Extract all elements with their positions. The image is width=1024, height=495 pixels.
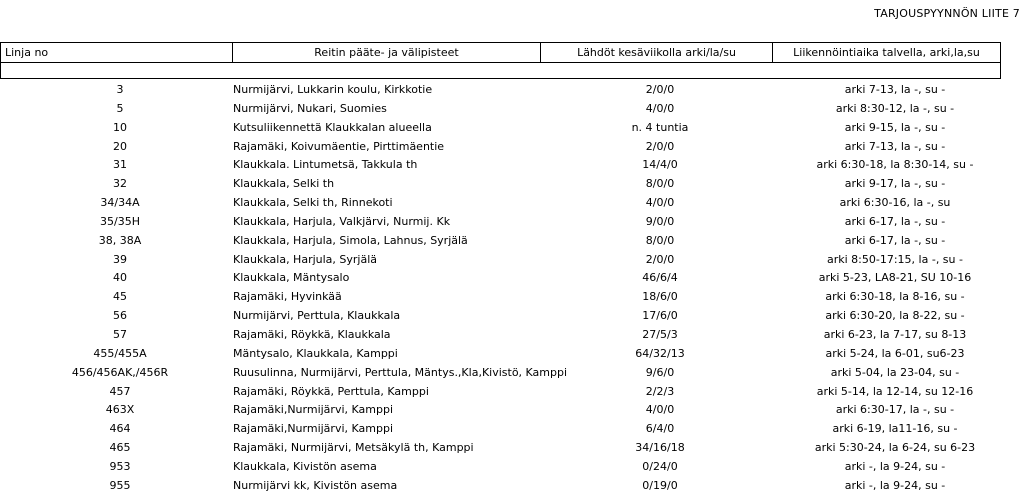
cell-lahdot: 6/4/0 [645,422,675,436]
table-row [0,99,1024,118]
table-row [0,155,1024,174]
cell-reitti: Klaukkala, Harjula, Valkjärvi, Nurmij. Kk [233,214,451,228]
cell-linja: 5 [116,101,124,115]
cell-lahdot: 4/0/0 [645,101,675,115]
cell-linja: 31 [113,158,127,172]
cell-lahdot: 2/2/3 [645,384,675,398]
cell-aika: arki 5-04, la 23-04, su - [830,365,960,379]
cell-aika: arki 5-24, la 6-01, su6-23 [825,346,965,360]
cell-aika: arki 5-14, la 12-14, su 12-16 [816,384,974,398]
cell-linja: 20 [113,139,127,153]
cell-reitti: Rajamäki, Nurmijärvi, Metsäkylä th, Kamppi [233,441,474,455]
cell-lahdot: 27/5/3 [642,327,678,341]
cell-linja: 456/456AK,/456R [71,365,169,379]
cell-linja: 955 [109,478,131,492]
cell-lahdot: 4/0/0 [645,403,675,417]
table-row [0,193,1024,212]
cell-lahdot: 2/0/0 [645,252,675,266]
cell-linja: 34/34A [100,196,140,210]
cell-reitti: Rajamäki,Nurmijärvi, Kamppi [233,422,393,436]
cell-lahdot: 64/32/13 [635,346,685,360]
cell-reitti: Rajamäki, Röykkä, Klaukkala [233,327,391,341]
cell-aika: arki 9-15, la -, su - [844,120,946,134]
cell-lahdot: 46/6/4 [642,271,678,285]
table-row [0,306,1024,325]
table-row [0,363,1024,382]
header-blank-row [1,63,1001,79]
cell-aika: arki 6:30-17, la -, su - [835,403,955,417]
table-row [0,438,1024,457]
header-lahdot: Lähdöt kesäviikolla arki/la/su [541,43,773,63]
cell-reitti: Rajamäki, Koivumäentie, Pirttimäentie [233,139,445,153]
cell-aika: arki 6-23, la 7-17, su 8-13 [823,327,967,341]
cell-linja: 463X [105,403,135,417]
table-row [0,400,1024,419]
cell-aika: arki 6:30-16, la -, su [839,196,951,210]
table-row [0,344,1024,363]
table-body [0,80,1024,495]
table-row [0,174,1024,193]
table-row [0,118,1024,137]
cell-reitti: Nurmijärvi kk, Kivistön asema [233,478,398,492]
cell-linja: 455/455A [93,346,147,360]
table-row [0,231,1024,250]
cell-lahdot: 4/0/0 [645,196,675,210]
cell-reitti: Klaukkala, Selki th, Rinnekoti [233,196,393,210]
cell-reitti: Rajamäki, Hyvinkää [233,290,342,304]
cell-aika: arki 5:30-24, la 6-24, su 6-23 [814,441,976,455]
cell-linja: 45 [113,290,127,304]
cell-reitti: Nurmijärvi, Nukari, Suomies [233,101,387,115]
table-row [0,476,1024,495]
cell-aika: arki 6:30-18, la 8:30-14, su - [816,158,974,172]
cell-lahdot: 18/6/0 [642,290,678,304]
cell-reitti: Klaukkala, Selki th [233,177,335,191]
cell-aika: arki 6:30-18, la 8-16, su - [825,290,965,304]
cell-lahdot: 2/0/0 [645,139,675,153]
cell-aika: arki 8:50-17:15, la -, su - [827,252,963,266]
cell-reitti: Ruusulinna, Nurmijärvi, Perttula, Mäntys.,Kla,Kivistö, Kamppi [233,365,568,379]
cell-reitti: Klaukkala, Harjula, Simola, Lahnus, Syrjälä [233,233,468,247]
table-row [0,268,1024,287]
table-row [0,80,1024,99]
cell-aika: arki 7-13, la -, su - [844,83,946,96]
cell-reitti: Mäntysalo, Klaukkala, Kamppi [233,346,398,360]
cell-linja: 464 [109,422,131,436]
cell-lahdot: 9/6/0 [645,365,675,379]
cell-lahdot: 8/0/0 [645,233,675,247]
table-header [0,42,1001,79]
header-reitti: Reitin pääte- ja välipisteet [233,43,541,63]
cell-linja: 457 [109,384,131,398]
cell-reitti: Kutsuliikennettä Klaukkalan alueella [233,120,432,134]
cell-aika: arki 9-17, la -, su - [844,177,946,191]
cell-aika: arki 7-13, la -, su - [844,139,946,153]
table-row [0,382,1024,401]
cell-linja: 35/35H [100,214,140,228]
cell-lahdot: 9/0/0 [645,214,675,228]
cell-linja: 57 [113,327,127,341]
cell-aika: arki 6-17, la -, su - [844,233,946,247]
cell-linja: 40 [113,271,127,285]
cell-lahdot: 17/6/0 [642,309,678,323]
table-row [0,419,1024,438]
cell-linja: 465 [109,441,131,455]
cell-reitti: Klaukkala, Harjula, Syrjälä [233,252,378,266]
cell-aika: arki 6-17, la -, su - [844,214,946,228]
table-row [0,212,1024,231]
table-row [0,457,1024,476]
cell-linja: 39 [113,252,127,266]
cell-aika: arki 8:30-12, la -, su - [835,101,955,115]
cell-linja: 3 [116,83,124,96]
cell-linja: 56 [113,309,127,323]
cell-aika: arki -, la 9-24, su - [844,459,946,473]
cell-aika: arki 5-23, LA8-21, SU 10-16 [818,271,972,285]
cell-aika: arki 6-19, la11-16, su - [832,422,958,436]
cell-lahdot: 34/16/18 [635,441,685,455]
cell-lahdot: 0/24/0 [642,459,678,473]
cell-lahdot: n. 4 tuntia [631,120,689,134]
table-row [0,287,1024,306]
header-linja: Linja no [1,43,233,63]
cell-reitti: Rajamäki, Röykkä, Perttula, Kamppi [233,384,429,398]
cell-aika: arki -, la 9-24, su - [844,478,946,492]
cell-lahdot: 0/19/0 [642,478,678,492]
table-row [0,137,1024,156]
cell-reitti: Rajamäki,Nurmijärvi, Kamppi [233,403,393,417]
cell-linja: 32 [113,177,127,191]
cell-lahdot: 8/0/0 [645,177,675,191]
cell-reitti: Klaukkala, Kivistön asema [233,459,377,473]
cell-reitti: Nurmijärvi, Lukkarin koulu, Kirkkotie [233,83,433,96]
cell-lahdot: 14/4/0 [642,158,678,172]
table-row [0,325,1024,344]
table-row [0,250,1024,269]
cell-reitti: Klaukkala, Mäntysalo [233,271,350,285]
cell-linja: 10 [113,120,127,134]
cell-aika: arki 6:30-20, la 8-22, su - [825,309,965,323]
cell-reitti: Nurmijärvi, Perttula, Klaukkala [233,309,401,323]
cell-linja: 38, 38A [98,233,142,247]
cell-linja: 953 [109,459,131,473]
header-aika: Liikennöintiaika talvella, arki,la,su [773,43,1001,63]
document-label: TARJOUSPYYNNÖN LIITE 7 [874,7,1020,20]
cell-lahdot: 2/0/0 [645,83,675,96]
cell-reitti: Klaukkala. Lintumetsä, Takkula th [233,158,418,172]
